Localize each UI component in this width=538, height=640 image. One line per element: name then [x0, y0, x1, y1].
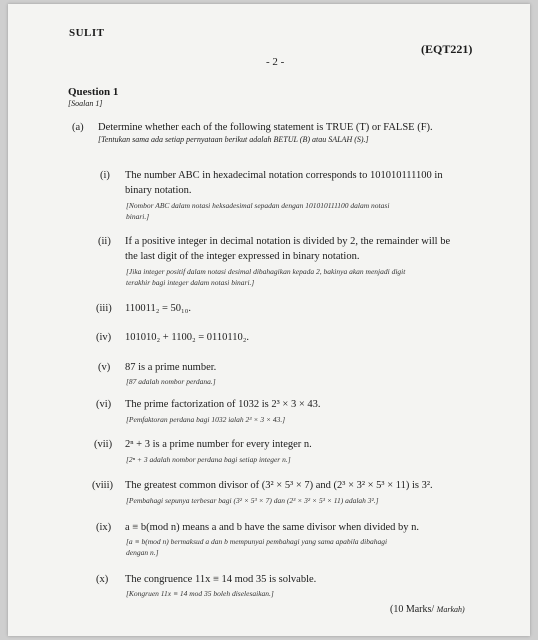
item-translation-line: [Pemfaktoran perdana bagi 1032 ialah 2³ × 3 × 43.]	[126, 415, 286, 424]
instruction-translation: [Tentukan sama ada setiap pernyataan berikut adalah BETUL (B) atau SALAH (S).]	[98, 135, 369, 144]
item-text-line: The congruence 11x ≡ 14 mod 35 is solvable.	[125, 574, 317, 585]
item-number: (v)	[98, 362, 111, 373]
item-translation-line: [a ≡ b(mod n) bermaksud a dan b mempunyai pembahagi yang sama apabila dibahagi	[126, 537, 388, 546]
item-number: (ix)	[96, 522, 112, 533]
instruction: Determine whether each of the following statement is TRUE (T) or FALSE (F).	[98, 122, 433, 133]
item-text-line: binary notation.	[125, 185, 192, 196]
question-title-translation: [Soalan 1]	[68, 99, 103, 108]
item-text-line: 110011₂ = 50₁₀.	[125, 303, 191, 314]
item-text-line: 87 is a prime number.	[125, 362, 217, 373]
marks-text: (10 Marks/	[390, 604, 435, 615]
item-number: (ii)	[98, 236, 111, 247]
item-number: (x)	[96, 574, 109, 585]
item-number: (vi)	[96, 399, 112, 410]
item-translation-line: terakhir bagi integer dalam notasi binari.]	[126, 278, 255, 287]
part-label: (a)	[72, 122, 84, 133]
item-translation-line: binari.]	[126, 212, 150, 221]
item-translation-line: [Pembahagi sepunya terbesar bagi (3² × 5³ × 7) dan (2³ × 3² × 5³ × 11) adalah 3².]	[126, 496, 379, 505]
question-title: Question 1	[68, 86, 119, 98]
item-translation-line: [Nombor ABC dalam notasi heksadesimal sepadan dengan 101010111100 dalam notasi	[126, 201, 390, 210]
item-text-line: If a positive integer in decimal notation is divided by 2, the remainder will be	[125, 236, 451, 247]
sulit-label: SULIT	[69, 27, 105, 39]
item-text-line: a ≡ b(mod n) means a and b have the same divisor when divided by n.	[125, 522, 420, 533]
marks-label	[390, 604, 465, 615]
item-translation-line: dengan n.]	[126, 548, 159, 557]
item-text-line: The prime factorization of 1032 is 2³ × 3 × 43.	[125, 399, 321, 410]
marks-translation: Markah)	[436, 605, 465, 614]
item-text-line: The greatest common divisor of (3² × 5³ × 7) and (2³ × 3² × 5³ × 11) is 3².	[125, 480, 433, 491]
course-code: (EQT221)	[421, 42, 473, 56]
item-text-line: the last digit of the integer expressed in binary notation.	[125, 251, 360, 262]
exam-page	[8, 4, 530, 636]
item-text-line: 101010₂ + 1100₂ = 0110110₂.	[125, 332, 250, 343]
item-text-line: 2ⁿ + 3 is a prime number for every integer n.	[125, 439, 312, 450]
item-number: (iv)	[96, 332, 112, 343]
page-number: - 2 -	[266, 56, 285, 68]
item-translation-line: [Jika integer positif dalam notasi desimal dibahagikan kepada 2, bakinya akan menjadi digit	[126, 267, 406, 276]
item-translation-line: [2ⁿ + 3 adalah nombor perdana bagi setiap integer n.]	[126, 455, 291, 464]
item-number: (iii)	[96, 303, 112, 314]
item-translation-line: [87 adalah nombor perdana.]	[126, 377, 216, 386]
item-number: (vii)	[94, 439, 113, 450]
item-text-line: The number ABC in hexadecimal notation corresponds to 101010111100 in	[125, 170, 443, 181]
item-number: (i)	[100, 170, 110, 181]
item-number: (viii)	[92, 480, 113, 491]
item-translation-line: [Kongruen 11x ≡ 14 mod 35 boleh diselesaikan.]	[126, 589, 274, 598]
